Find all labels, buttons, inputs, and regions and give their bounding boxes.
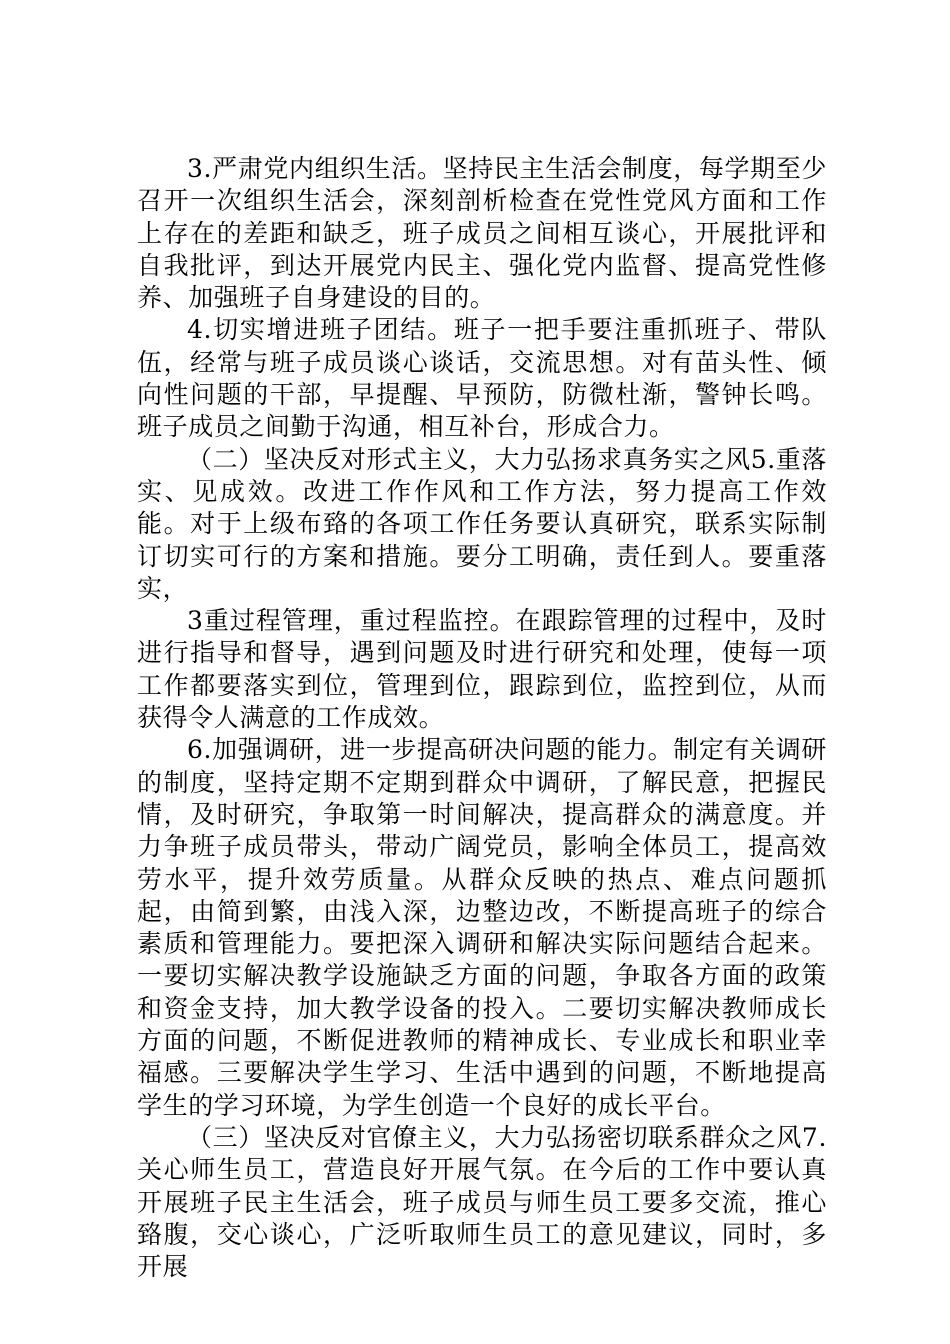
paragraph-section-2-formalism: （二）坚决反对形式主义，大力弘扬求真务实之风5.重落实、见成效。改进工作作风和工作方法，努力提高工作效能。对于上级布臵的各项工作任务要认真研究，联系实际制订切实可行的方案和措施。要分工明确，责任到人。要重落实，: [137, 444, 827, 603]
paragraph-3-organization-life: 3.严肃党内组织生活。坚持民主生活会制度，每学期至少召开一次组织生活会，深刻剖析检查在党性党风方面和工作上存在的差距和缺乏，班子成员之间相互谈心，开展批评和自我批评，到达开展党内民主、强化党内监督、提高党性修养、加强班子自身建设的目的。: [137, 154, 827, 313]
paragraph-6-research: 6.加强调研，进一步提高研决问题的能力。制定有关调研的制度，坚持定期不定期到群众中调研，了解民意，把握民情，及时研究，争取第一时间解决，提高群众的满意度。并力争班子成员带头，带动广阔党员，影响全体员工，提高效劳水平，提升效劳质量。从群众反映的热点、难点问题抓起，由简到繁，由浅入深，边整边改，不断提高班子的综合素质和管理能力。要把深入调研和解决实际问题结合起来。一要切实解决教学设施缺乏方面的问题，争取各方面的政策和资金支持，加大教学设备的投入。二要切实解决教师成长方面的问题，不断促进教师的精神成长、专业成长和职业幸福感。三要解决学生学习、生活中遇到的问题，不断地提高学生的学习环境，为学生创造一个良好的成长平台。: [137, 735, 827, 1120]
paragraph-process-management: 3重过程管理，重过程监控。在跟踪管理的过程中，及时进行指导和督导，遇到问题及时进行研究和处理，使每一项工作都要落实到位，管理到位，跟踪到位，监控到位，从而获得令人满意的工作成效。: [137, 606, 827, 733]
paragraph-4-team-unity: 4.切实增进班子团结。班子一把手要注重抓班子、带队伍，经常与班子成员谈心谈话，交流思想。对有苗头性、倾向性问题的干部，早提醒、早预防，防微杜渐，警钟长鸣。班子成员之间勤于沟通，相互补台，形成合力。: [137, 315, 827, 442]
document-body: [137, 153, 827, 1283]
paragraph-section-3-bureaucracy: （三）坚决反对官僚主义，大力弘扬密切联系群众之风7.关心师生员工，营造良好开展气氛。在今后的工作中要认真开展班子民主生活会，班子成员与师生员工要多交流，推心臵腹，交心谈心，广泛听取师生员工的意见建议，同时，多开展: [137, 1122, 827, 1282]
